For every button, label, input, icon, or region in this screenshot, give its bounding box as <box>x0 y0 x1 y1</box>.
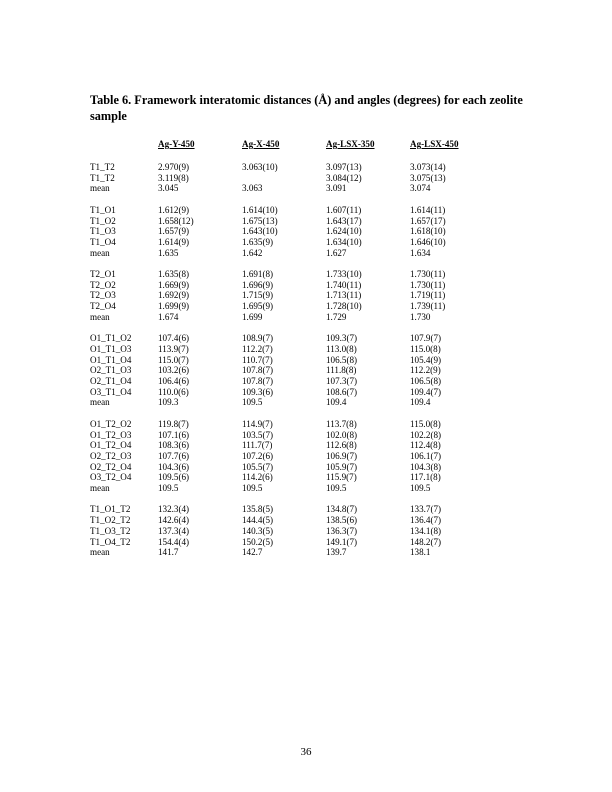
table-cell: 1.657(17) <box>410 215 446 226</box>
row-label: O2_T1_O3 <box>90 365 132 376</box>
row-label: T1_T2 <box>90 172 115 183</box>
table-row <box>90 504 480 515</box>
row-label: T2_O4 <box>90 301 116 312</box>
table-cell: 102.2(8) <box>410 429 442 440</box>
table-row <box>90 226 480 237</box>
table-cell: 103.5(7) <box>242 429 274 440</box>
table-row <box>90 205 480 216</box>
row-label: mean <box>90 483 110 494</box>
table-row <box>90 526 480 537</box>
table-cell: 1.634(10) <box>326 236 362 247</box>
table-cell: 136.4(7) <box>410 515 442 526</box>
row-label: T1_O2_T2 <box>90 515 131 526</box>
table-cell: 1.719(11) <box>410 290 446 301</box>
table-cell: 109.4(7) <box>410 386 442 397</box>
table-cell: 109.5 <box>326 483 347 494</box>
table-cell: 107.3(7) <box>326 376 358 387</box>
table-cell: 115.0(8) <box>410 343 441 354</box>
row-label: O2_T2_O4 <box>90 461 132 472</box>
table-cell: 134.1(8) <box>410 525 442 536</box>
table-cell: 110.7(7) <box>242 354 273 365</box>
table-cell: 1.675(13) <box>242 215 278 226</box>
table-cell: 2.970(9) <box>158 162 190 172</box>
row-label: O1_T1_O2 <box>90 333 132 344</box>
table-cell: 1.730 <box>410 311 431 322</box>
table-cell: 1.657(9) <box>158 226 190 237</box>
table-cell: 1.635(8) <box>158 269 190 279</box>
table-cell: 138.1 <box>410 547 431 558</box>
row-label: T1_O1_T2 <box>90 504 131 515</box>
table-cell: 108.6(7) <box>326 386 358 397</box>
row-label: O1_T1_O3 <box>90 343 132 354</box>
table-cell: 3.097(13) <box>326 162 362 172</box>
table-cell: 109.5(6) <box>158 472 190 483</box>
table-row <box>90 312 480 323</box>
table-cell: 1.730(11) <box>410 279 446 290</box>
table-cell: 1.635 <box>158 247 179 258</box>
table-cell: 1.692(9) <box>158 290 190 301</box>
table-cell: 117.1(8) <box>410 472 441 483</box>
row-label: O1_T2_O2 <box>90 418 132 429</box>
table-row <box>90 376 480 387</box>
row-label: O2_T2_O3 <box>90 450 132 461</box>
table-cell: 1.715(9) <box>242 290 274 301</box>
table-cell: 1.699 <box>242 311 263 322</box>
table-row <box>90 344 480 355</box>
row-label: T1_O3_T2 <box>90 525 131 536</box>
row-label: T2_O3 <box>90 290 116 301</box>
row-label: mean <box>90 311 110 322</box>
table-cell: 154.4(4) <box>158 536 190 547</box>
table-cell: 1.713(11) <box>326 290 362 301</box>
table-cell: 149.1(7) <box>326 536 358 547</box>
table-row <box>90 397 480 408</box>
table-cell: 109.5 <box>158 483 179 494</box>
table-cell: 108.9(7) <box>242 333 274 344</box>
table-cell: 114.9(7) <box>242 418 273 429</box>
table-cell: 1.614(11) <box>410 204 446 215</box>
table-cell: 1.658(12) <box>158 215 194 226</box>
table-cell: 1.730(11) <box>410 269 446 279</box>
table-cell: 108.3(6) <box>158 440 190 451</box>
table-cell: 109.3(7) <box>326 333 358 344</box>
table-cell: 138.5(6) <box>326 515 358 526</box>
table-cell: 1.728(10) <box>326 301 362 312</box>
table-cell: 1.643(10) <box>242 226 278 237</box>
table-cell: 1.674 <box>158 311 179 322</box>
table-cell: 110.0(6) <box>158 386 189 397</box>
group-spacer <box>90 194 480 205</box>
table-row <box>90 462 480 473</box>
table-cell: 113.0(8) <box>326 343 357 354</box>
table-cell: 1.614(9) <box>158 236 190 247</box>
table-cell: 3.063(10) <box>242 162 278 172</box>
table-cell: 109.3(6) <box>242 386 274 397</box>
table-cell: 106.5(8) <box>410 376 442 387</box>
table-cell: 109.4 <box>410 397 431 408</box>
row-label: T1_O1 <box>90 204 116 215</box>
table-row <box>90 355 480 366</box>
table-cell: 1.618(10) <box>410 226 446 237</box>
table-cell: 112.2(9) <box>410 365 441 376</box>
table-cell: 115.9(7) <box>326 472 357 483</box>
row-label: mean <box>90 183 110 194</box>
row-label: T2_O2 <box>90 279 116 290</box>
table-cell: 1.612(9) <box>158 204 190 215</box>
table-row <box>90 162 480 173</box>
table-cell: 104.3(8) <box>410 461 442 472</box>
table-row <box>90 515 480 526</box>
table-row <box>90 419 480 430</box>
table-row <box>90 269 480 280</box>
row-label: T1_T2 <box>90 162 115 172</box>
table-cell: 1.607(11) <box>326 204 362 215</box>
table-cell: 134.8(7) <box>326 504 358 515</box>
group-spacer <box>90 408 480 419</box>
table-cell: 1.635(9) <box>242 236 274 247</box>
table-cell: 109.4 <box>326 397 347 408</box>
table-body <box>90 151 480 558</box>
table-row <box>90 365 480 376</box>
table-row <box>90 483 480 494</box>
table-cell: 107.2(6) <box>242 450 274 461</box>
table-cell: 106.5(8) <box>326 354 358 365</box>
table-cell: 107.8(7) <box>242 365 274 376</box>
table-cell: 105.4(9) <box>410 354 442 365</box>
table-cell: 107.8(7) <box>242 376 274 387</box>
group-spacer <box>90 323 480 334</box>
table-cell: 1.739(11) <box>410 301 446 312</box>
table-cell: 111.8(8) <box>326 365 357 376</box>
table-cell: 106.1(7) <box>410 450 442 461</box>
table-row <box>90 547 480 558</box>
table-row <box>90 472 480 483</box>
table-row <box>90 290 480 301</box>
table-cell: 150.2(5) <box>242 536 274 547</box>
row-label: mean <box>90 547 110 558</box>
table-cell: 139.7 <box>326 547 347 558</box>
table-cell: 107.7(6) <box>158 450 190 461</box>
table-cell: 140.3(5) <box>242 525 274 536</box>
table-cell: 133.7(7) <box>410 504 442 515</box>
table-cell: 1.740(11) <box>326 279 362 290</box>
table-cell: 113.7(8) <box>326 418 357 429</box>
table-cell: 1.627 <box>326 247 347 258</box>
table-cell: 1.614(10) <box>242 204 278 215</box>
column-header: Ag-LSX-350 <box>326 139 375 149</box>
table-cell: 102.0(8) <box>326 429 358 440</box>
table-row <box>90 280 480 291</box>
column-header: Ag-Y-450 <box>158 139 195 149</box>
distances-angles-table <box>90 139 480 558</box>
table-row <box>90 248 480 259</box>
table-cell: 137.3(4) <box>158 525 190 536</box>
table-cell: 113.9(7) <box>158 343 189 354</box>
table-row <box>90 216 480 227</box>
header-row <box>90 139 480 151</box>
group-spacer <box>90 494 480 505</box>
table-cell: 115.0(7) <box>158 354 189 365</box>
row-label: O1_T2_O4 <box>90 440 132 451</box>
table-cell: 3.091 <box>326 183 347 194</box>
table-cell: 107.1(6) <box>158 429 190 440</box>
row-label: mean <box>90 247 110 258</box>
table-row <box>90 451 480 462</box>
table-cell: 1.624(10) <box>326 226 362 237</box>
table-cell: 3.084(12) <box>326 172 362 183</box>
table-cell: 3.075(13) <box>410 172 446 183</box>
table-cell: 3.119(8) <box>158 172 189 183</box>
table-cell: 144.4(5) <box>242 515 274 526</box>
column-header <box>90 139 158 151</box>
row-label: T1_O2 <box>90 215 116 226</box>
table-cell: 136.3(7) <box>326 525 358 536</box>
table-row <box>90 430 480 441</box>
table-row <box>90 387 480 398</box>
table-cell: 1.729 <box>326 311 347 322</box>
table-cell: 1.646(10) <box>410 236 446 247</box>
table-cell: 111.7(7) <box>242 440 273 451</box>
table-row <box>90 333 480 344</box>
table-row <box>90 237 480 248</box>
table-cell: 142.6(4) <box>158 515 190 526</box>
table-row <box>90 537 480 548</box>
table-cell: 105.5(7) <box>242 461 274 472</box>
table-cell: 112.6(8) <box>326 440 357 451</box>
table-cell: 119.8(7) <box>158 418 189 429</box>
table-cell: 1.642 <box>242 247 263 258</box>
table-cell: 1.634 <box>410 247 431 258</box>
table-cell: 1.695(9) <box>242 301 274 312</box>
table-cell: 1.696(9) <box>242 279 274 290</box>
table-cell: 142.7 <box>242 547 263 558</box>
table-cell: 109.5 <box>242 483 263 494</box>
table-cell: 3.045 <box>158 183 179 194</box>
column-header: Ag-X-450 <box>242 139 280 149</box>
table-cell: 141.7 <box>158 547 179 558</box>
table-cell: 115.0(8) <box>410 418 441 429</box>
table-cell: 109.5 <box>410 483 431 494</box>
table-cell: 114.2(6) <box>242 472 273 483</box>
page-number: 36 <box>300 746 312 758</box>
row-label: T1_O4 <box>90 236 116 247</box>
table-cell: 1.699(9) <box>158 301 190 312</box>
table-cell: 1.733(10) <box>326 269 362 279</box>
table-row <box>90 173 480 184</box>
table-row <box>90 183 480 194</box>
table-cell: 132.3(4) <box>158 504 190 515</box>
row-label: O1_T2_O3 <box>90 429 132 440</box>
table-cell: 112.4(8) <box>410 440 441 451</box>
table-cell: 107.9(7) <box>410 333 442 344</box>
row-label: O2_T1_O4 <box>90 376 132 387</box>
table-cell: 3.063 <box>242 183 263 194</box>
row-label: T2_O1 <box>90 269 116 279</box>
row-label: O3_T2_O4 <box>90 472 132 483</box>
row-label: mean <box>90 397 110 408</box>
table-cell: 112.2(7) <box>242 343 273 354</box>
table-cell: 103.2(6) <box>158 365 190 376</box>
table-cell: 1.691(8) <box>242 269 274 279</box>
row-label: T1_O3 <box>90 226 116 237</box>
table-title: Table 6. Framework interatomic distances (Å) and angles (degrees) for each zeolite sample <box>90 93 523 123</box>
table-cell: 3.073(14) <box>410 162 446 172</box>
column-header: Ag-LSX-450 <box>410 139 459 149</box>
table-cell: 107.4(6) <box>158 333 190 344</box>
table-cell: 3.074 <box>410 183 431 194</box>
table-row <box>90 301 480 312</box>
table-cell: 109.5 <box>242 397 263 408</box>
table-cell: 106.4(6) <box>158 376 190 387</box>
row-label: O3_T1_O4 <box>90 386 132 397</box>
table-cell <box>242 173 326 184</box>
table-cell: 1.643(17) <box>326 215 362 226</box>
table-cell: 148.2(7) <box>410 536 442 547</box>
table-cell: 105.9(7) <box>326 461 358 472</box>
table-cell: 1.669(9) <box>158 279 190 290</box>
row-label: T1_O4_T2 <box>90 536 131 547</box>
group-spacer <box>90 258 480 269</box>
table-cell: 106.9(7) <box>326 450 358 461</box>
group-spacer <box>90 151 480 162</box>
table-cell: 109.3 <box>158 397 179 408</box>
table-cell: 135.8(5) <box>242 504 274 515</box>
table-row <box>90 440 480 451</box>
table-cell: 104.3(6) <box>158 461 190 472</box>
row-label: O1_T1_O4 <box>90 354 132 365</box>
